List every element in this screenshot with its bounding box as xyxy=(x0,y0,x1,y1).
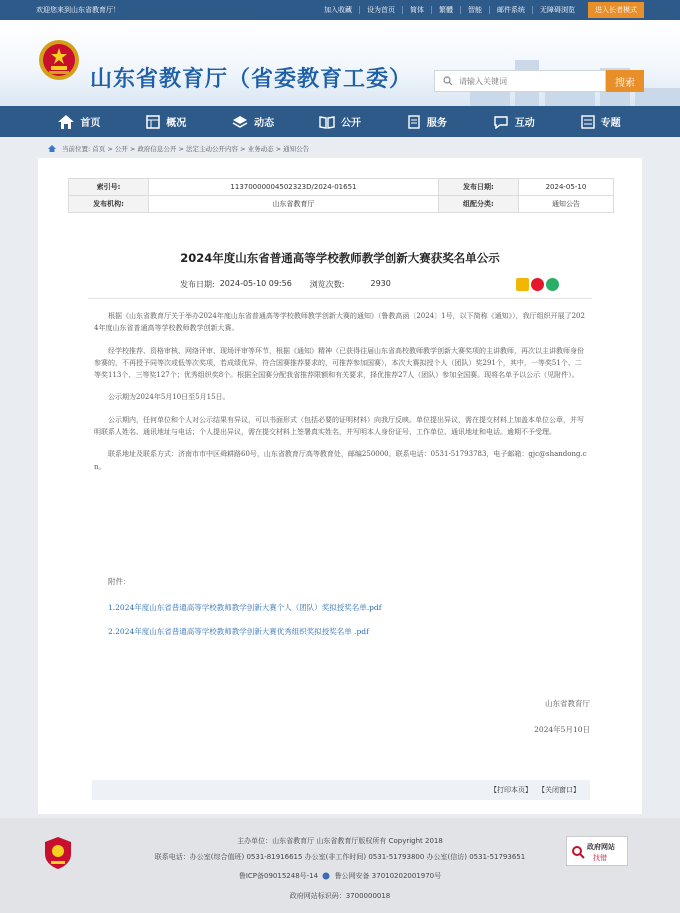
overview-grid-icon xyxy=(146,115,160,129)
paragraph: 根据《山东省教育厅关于举办2024年度山东省普通高等学校教师教学创新大赛的通知》（鲁教高函〔2024〕1号，以下简称《通知》），我厅组织开展了2024年度山东省普通高等学校教师教学创新大赛。 xyxy=(94,312,585,333)
accessibility-link[interactable]: 无障碍浏览 xyxy=(532,6,582,14)
topics-list-icon xyxy=(581,115,595,129)
paragraph: 联系地址及联系方式：济南市市中区舜耕路60号，山东省教育厅高等教育处，邮编250000。联系电话：0531-51793783，电子邮箱：gjc@shandong.cn。 xyxy=(94,450,587,471)
utility-links xyxy=(317,6,582,14)
nav-news[interactable] xyxy=(210,106,297,137)
article-title: 2024年度山东省普通高等学校教师教学创新大赛获奖名单公示 xyxy=(180,251,500,265)
traditional-chinese-link[interactable]: 繁體 xyxy=(431,6,460,14)
table-row xyxy=(69,179,614,196)
org-label: 发布机构: xyxy=(69,196,149,213)
search-icon xyxy=(443,76,453,86)
paragraph: 公示期为2024年5月10日至5月15日。 xyxy=(108,393,230,402)
nav-label: 动态 xyxy=(254,118,275,129)
nav-label: 互动 xyxy=(514,118,535,129)
footer-registration xyxy=(0,871,680,881)
views-label: 浏览次数: xyxy=(309,280,345,289)
elder-mode-button[interactable]: 进入长者模式 xyxy=(588,2,644,18)
paragraph: 公示期内，任何单位和个人对公示结果有异议，可以书面形式（包括必要的证明材料）向我厅反映。单位提出异议，需在提交材料上加盖本单位公章，并写明联系人姓名、通讯地址与电话；个人提出异议，需在提交材料上签署真实姓名，并写明本人身份证号、工作单位、通讯地址和电话。逾期不予受理。 xyxy=(94,415,584,437)
open-book-icon xyxy=(319,115,335,129)
signature: 山东省教育厅 xyxy=(545,699,590,708)
title-divider xyxy=(88,298,592,299)
search-input[interactable] xyxy=(459,77,579,86)
nav-overview[interactable] xyxy=(123,106,210,137)
nav-interaction[interactable] xyxy=(470,106,557,137)
page-actions xyxy=(92,780,590,800)
article-info xyxy=(180,279,396,290)
date-label: 发布日期: xyxy=(438,179,518,196)
home-icon xyxy=(58,115,74,129)
police-badge-icon xyxy=(322,872,330,880)
share-buttons xyxy=(516,278,561,291)
weibo-icon[interactable] xyxy=(531,278,544,291)
index-value: 11370000004502323D/2024-01651 xyxy=(149,179,439,196)
wechat-icon[interactable] xyxy=(546,278,559,291)
metadata-table xyxy=(68,178,614,213)
org-value: 山东省教育厅 xyxy=(149,196,439,213)
attachment-link-2[interactable]: 2.2024年度山东省普通高等学校教师教学创新大赛优秀组织奖拟授奖名单 .pdf xyxy=(108,627,369,636)
error-badge-bottom: 找错 xyxy=(593,854,607,862)
breadcrumb-text[interactable]: 当前位置: 首页 > 公开 > 政府信息公开 > 法定主动公开内容 > 业务动态 > 通知公告 xyxy=(62,144,310,153)
print-button[interactable]: 【打印本页】 xyxy=(490,786,532,794)
category-value: 通知公告 xyxy=(518,196,613,213)
nav-label: 服务 xyxy=(426,118,447,129)
set-homepage-link[interactable]: 设为首页 xyxy=(359,6,402,14)
publish-value: 2024-05-10 09:56 xyxy=(219,279,292,288)
error-badge-top: 政府网站 xyxy=(587,843,615,851)
nav-label: 专题 xyxy=(600,118,621,129)
footer-site-code: 政府网站标识码：3700000018 xyxy=(289,892,391,900)
national-emblem-icon xyxy=(38,39,80,81)
attachments-label: 附件： xyxy=(108,577,131,586)
nav-topics[interactable] xyxy=(557,106,644,137)
news-layers-icon xyxy=(232,115,248,129)
attachment-link-1[interactable]: 1.2024年度山东省普通高等学校教师教学创新大赛个人（团队）奖拟授奖名单.pdf xyxy=(108,603,382,612)
gov-site-error-report-badge[interactable] xyxy=(566,836,628,866)
breadcrumb xyxy=(0,137,680,159)
breadcrumb-home-icon xyxy=(48,145,56,152)
site-title: 山东省教育厅（省委教育工委） xyxy=(90,67,413,92)
category-label: 组配分类: xyxy=(438,196,518,213)
close-window-button[interactable]: 【关闭窗口】 xyxy=(538,786,580,794)
icp-link[interactable]: 鲁ICP备09015248号-14 xyxy=(238,872,319,880)
site-header xyxy=(0,20,680,106)
nav-label: 首页 xyxy=(80,118,101,129)
police-link[interactable]: 鲁公网安备 37010202001970号 xyxy=(334,872,442,880)
mail-system-link[interactable]: 邮件系统 xyxy=(489,6,532,14)
site-footer xyxy=(0,818,680,913)
qzone-star-icon[interactable] xyxy=(516,278,529,291)
table-row xyxy=(69,196,614,213)
search-button[interactable]: 搜索 xyxy=(606,70,644,92)
main-nav xyxy=(0,106,680,137)
publish-label: 发布日期: xyxy=(180,280,215,289)
magnifier-icon xyxy=(571,845,585,859)
date-value: 2024-05-10 xyxy=(518,179,613,196)
simplified-chinese-link[interactable]: 简体 xyxy=(402,6,431,14)
nav-label: 公开 xyxy=(341,118,361,129)
views-value: 2930 xyxy=(370,279,391,288)
signature-date: 2024年5月10日 xyxy=(534,725,590,734)
service-document-icon xyxy=(407,115,421,129)
nav-home[interactable] xyxy=(36,106,123,137)
nav-public[interactable] xyxy=(297,106,384,137)
chat-bubble-icon xyxy=(493,115,509,129)
welcome-text: 欢迎您来到山东省教育厅！ xyxy=(36,6,120,14)
nav-label: 概况 xyxy=(166,118,187,129)
paragraph: 经学校推荐、资格审核、网络评审、现场评审等环节，根据《通知》精神（已获得往届山东省高校教师教学创新大赛奖项的主讲教师，再次以主讲教师身份参赛的，不再授予同等次或低等次奖项，若成绩优异，符合国赛推荐要求的，可推荐参加国赛），本次大赛拟授个人（团队）奖291个，其中，一等奖51个、二等奖113个、三等奖127个；优秀组织奖8个。根据全国赛分配我省推荐限额和有关要求，择优推荐27人（团队）参加全国赛。现将名单予以公示（见附件）。 xyxy=(94,346,584,380)
footer-host: 主办单位：山东省教育厅 山东省教育厅版权所有 Copyright 2018 xyxy=(237,837,443,845)
article-body xyxy=(94,310,588,483)
smart-link[interactable]: 智能 xyxy=(460,6,489,14)
article-panel xyxy=(38,158,642,814)
search-box[interactable] xyxy=(434,70,606,92)
index-label: 索引号: xyxy=(69,179,149,196)
top-utility-bar xyxy=(0,0,680,20)
nav-service[interactable] xyxy=(383,106,470,137)
add-favorite-link[interactable]: 加入收藏 xyxy=(324,6,352,14)
footer-phones: 联系电话：办公室(综合值班) 0531-81916615 办公室(非工作时间) 0531-51793800 办公室(信访) 0531-51793651 xyxy=(154,853,526,861)
